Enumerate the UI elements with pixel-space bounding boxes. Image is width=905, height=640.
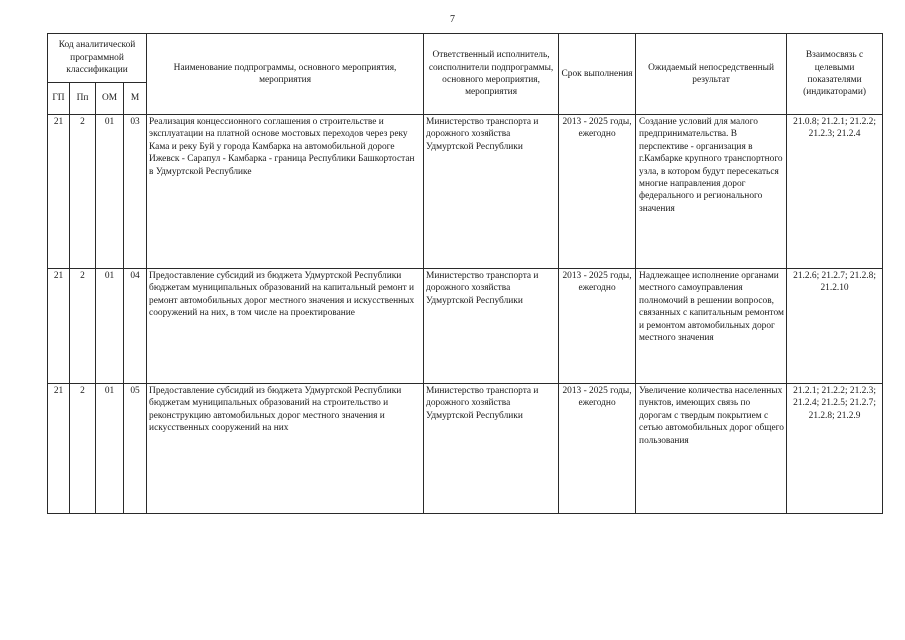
header-name: Наименование подпрограммы, основного мероприятия, мероприятия [147, 34, 424, 115]
header-term: Срок выполнения [559, 34, 636, 115]
cell-name: Реализация концессионного соглашения о строительстве и эксплуатации на платной основе мостовых переходов через реку Кама и реку Буй у города Камбарка на автомобильной дороге Ижевск - Сарапул - Камбарка - граница Республики Башкортостан в Удмуртской Республике [147, 115, 424, 269]
cell-executor: Министерство транспорта и дорожного хозяйства Удмуртской Республики [424, 384, 559, 514]
header-code-group: Код аналитической программной классификации [48, 34, 147, 83]
cell-m: 04 [124, 269, 147, 384]
cell-gp: 21 [48, 384, 70, 514]
cell-pp: 2 [70, 115, 96, 269]
page-number: 7 [450, 14, 455, 25]
cell-term: 2013 - 2025 годы, ежегодно [559, 384, 636, 514]
header-result: Ожидаемый непосредственный результат [636, 34, 787, 115]
cell-link: 21.0.8; 21.2.1; 21.2.2; 21.2.3; 21.2.4 [787, 115, 883, 269]
cell-gp: 21 [48, 269, 70, 384]
cell-executor: Министерство транспорта и дорожного хозяйства Удмуртской Республики [424, 115, 559, 269]
cell-result: Надлежащее исполнение органами местного самоуправления полномочий в решении вопросов, связанных с капитальным ремонтом и ремонтом автомобильных дорог местного значения [636, 269, 787, 384]
cell-m: 05 [124, 384, 147, 514]
cell-term: 2013 - 2025 годы, ежегодно [559, 115, 636, 269]
header-link: Взаимосвязь с целевыми показателями (индикаторами) [787, 34, 883, 115]
table-row [48, 384, 883, 514]
cell-pp: 2 [70, 384, 96, 514]
cell-om: 01 [96, 115, 124, 269]
cell-link: 21.2.6; 21.2.7; 21.2.8; 21.2.10 [787, 269, 883, 384]
cell-result: Увеличение количества населенных пунктов, имеющих связь по дорогам с твердым покрытием с сетью автомобильных дорог общего пользования [636, 384, 787, 514]
cell-name: Предоставление субсидий из бюджета Удмуртской Республики бюджетам муниципальных образований на строительство и реконструкцию автомобильных дорог местного значения и искусственных сооружений на них [147, 384, 424, 514]
cell-gp: 21 [48, 115, 70, 269]
cell-link: 21.2.1; 21.2.2; 21.2.3; 21.2.4; 21.2.5; 21.2.7; 21.2.8; 21.2.9 [787, 384, 883, 514]
cell-result: Создание условий для малого предпринимательства. В перспективе - организация в г.Камбарке крупного транспортного узла, в котором будут пересекаться многие направления дорог федерального и регионального значения [636, 115, 787, 269]
table-row [48, 269, 883, 384]
header-code-om: ОМ [96, 83, 124, 115]
cell-executor: Министерство транспорта и дорожного хозяйства Удмуртской Республики [424, 269, 559, 384]
cell-pp: 2 [70, 269, 96, 384]
header-code-gp: ГП [48, 83, 70, 115]
cell-term: 2013 - 2025 годы, ежегодно [559, 269, 636, 384]
cell-om: 01 [96, 269, 124, 384]
cell-m: 03 [124, 115, 147, 269]
program-table [47, 33, 883, 514]
header-code-m: М [124, 83, 147, 115]
cell-om: 01 [96, 384, 124, 514]
header-code-pp: Пп [70, 83, 96, 115]
header-executor: Ответственный исполнитель, соисполнители подпрограммы, основного мероприятия, мероприятия [424, 34, 559, 115]
cell-name: Предоставление субсидий из бюджета Удмуртской Республики бюджетам муниципальных образований на капитальный ремонт и ремонт автомобильных дорог местного значения и искусственных сооружений на них, в том числе на проектирование [147, 269, 424, 384]
table-row [48, 115, 883, 269]
